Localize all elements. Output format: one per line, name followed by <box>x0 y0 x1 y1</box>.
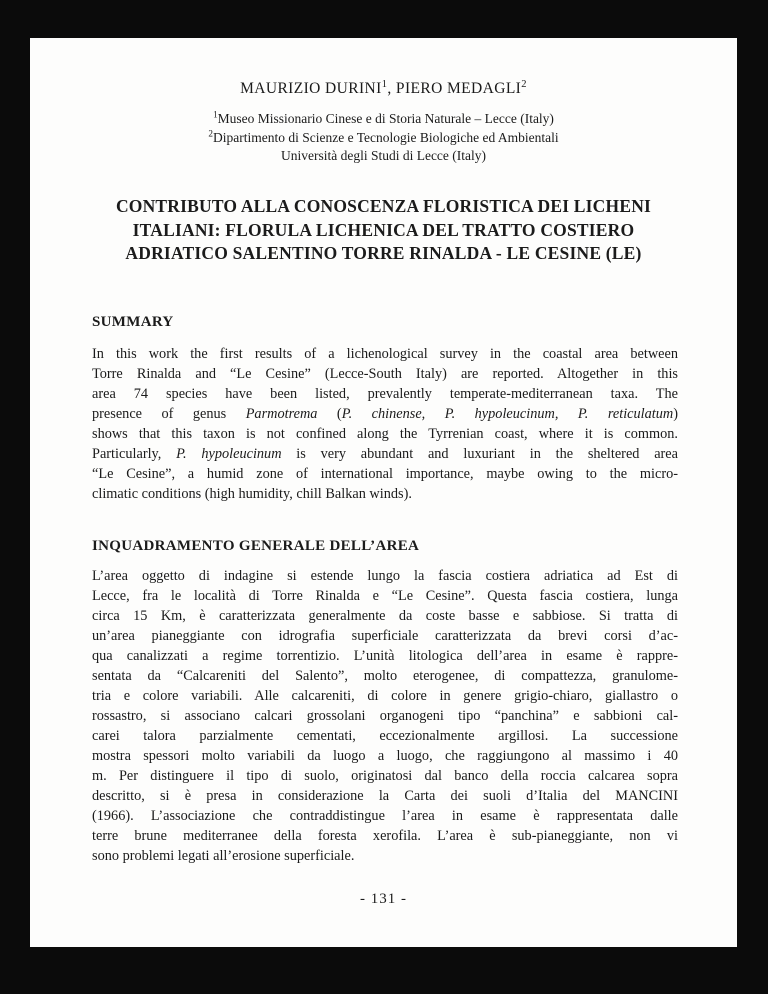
inquadramento-section <box>92 536 678 866</box>
summary-paragraph <box>92 344 678 504</box>
authors-line: MAURIZIO DURINI$^1$, PIERO MEDAGLI$^2$ <box>240 78 527 97</box>
summary-heading: SUMMARY <box>92 314 174 330</box>
text-line: mostra spessori molto variabili da luogo a luogo, che raggiungono al massimo i 40 <box>92 748 678 764</box>
text-line: In this work the first results of a lichenological survey in the coastal area between <box>92 346 678 362</box>
title-line: CONTRIBUTO ALLA CONOSCENZA FLORISTICA DEI LICHENI <box>115 196 652 216</box>
text-line: sono problemi legati all’erosione superficiale. <box>92 848 355 864</box>
text-line: presence of genus Parmotrema (P. chinense, P. hypoleucinum, P. reticulatum) <box>92 406 678 422</box>
text-line: carei talora parzialmente cementati, eccezionalmente argillosi. La successione <box>92 728 678 744</box>
text-line: L’area oggetto di indagine si estende lungo la fascia costiera adriatica ad Est di <box>92 568 678 584</box>
page-number: - 131 - <box>360 891 407 907</box>
affiliation-line: $^1$Museo Missionario Cinese e di Storia Naturale – Lecce (Italy) <box>213 109 554 126</box>
text-line: climatic conditions (high humidity, chill Balkan winds). <box>92 486 412 502</box>
text-line: sentata da “Calcareniti del Salento”, molto eterogenee, di compattezza, granulome- <box>92 668 678 684</box>
text-line: Torre Rinalda and “Le Cesine” (Lecce-South Italy) are reported. Altogether in this <box>92 366 678 382</box>
title-line: ADRIATICO SALENTINO TORRE RINALDA - LE CESINE (LE) <box>125 243 642 263</box>
affiliations <box>30 110 737 166</box>
inquadramento-paragraph <box>92 566 678 866</box>
summary-section <box>92 312 678 504</box>
text-line: (1966). L’associazione che contraddistingue l’area in esame è rappresentata dalle <box>92 808 678 824</box>
text-line: Lecce, fra le località di Torre Rinalda e “Le Cesine”. Questa fascia costiera, lunga <box>92 588 678 604</box>
text-line: terre brune mediterranee della foresta xerofila. L’area è sub-pianeggiante, non vi <box>92 828 678 844</box>
inquadramento-heading: INQUADRAMENTO GENERALE DELL’AREA <box>92 538 420 554</box>
affiliation-line: Università degli Studi di Lecce (Italy) <box>280 148 487 163</box>
paper-title <box>60 195 707 266</box>
text-line: area 74 species have been listed, prevalently temperate-mediterranean taxa. The <box>92 386 678 402</box>
text-line: qua canalizzati a regime torrentizio. L’unità litologica dell’area in esame è rappre- <box>92 648 678 664</box>
text-line: tria e colore variabili. Alle calcareniti, di colore in genere grigio-chiaro, giallastro o <box>92 688 678 704</box>
affiliation-line: $^2$Dipartimento di Scienze e Tecnologie Biologiche ed Ambientali <box>208 128 559 145</box>
text-line: un’area pianeggiante con idrografia superficiale caratterizzata da brevi corsi d’ac- <box>92 628 678 644</box>
text-line: descritto, si è presa in considerazione la Carta dei suoli d’Italia del MANCINI <box>92 788 678 804</box>
text-line: circa 15 Km, è caratterizzata generalmente da coste basse e sabbiose. Si tratta di <box>92 608 678 624</box>
text-line: shows that this taxon is not confined along the Tyrrenian coast, where it is common. <box>92 426 678 442</box>
document-page <box>30 38 737 947</box>
title-line: ITALIANI: FLORULA LICHENICA DEL TRATTO COSTIERO <box>132 219 635 240</box>
text-line: Particularly, P. hypoleucinum is very abundant and luxuriant in the sheltered area <box>92 446 678 462</box>
text-line: m. Per distinguere il tipo di suolo, originatosi dal banco della roccia calcarea sopra <box>92 768 678 784</box>
text-line: rossastro, si associano calcari grossolani organogeni tipo “panchina” e sabbioni cal- <box>92 708 678 724</box>
text-line: “Le Cesine”, a humid zone of international importance, maybe owing to the micro- <box>92 466 678 482</box>
